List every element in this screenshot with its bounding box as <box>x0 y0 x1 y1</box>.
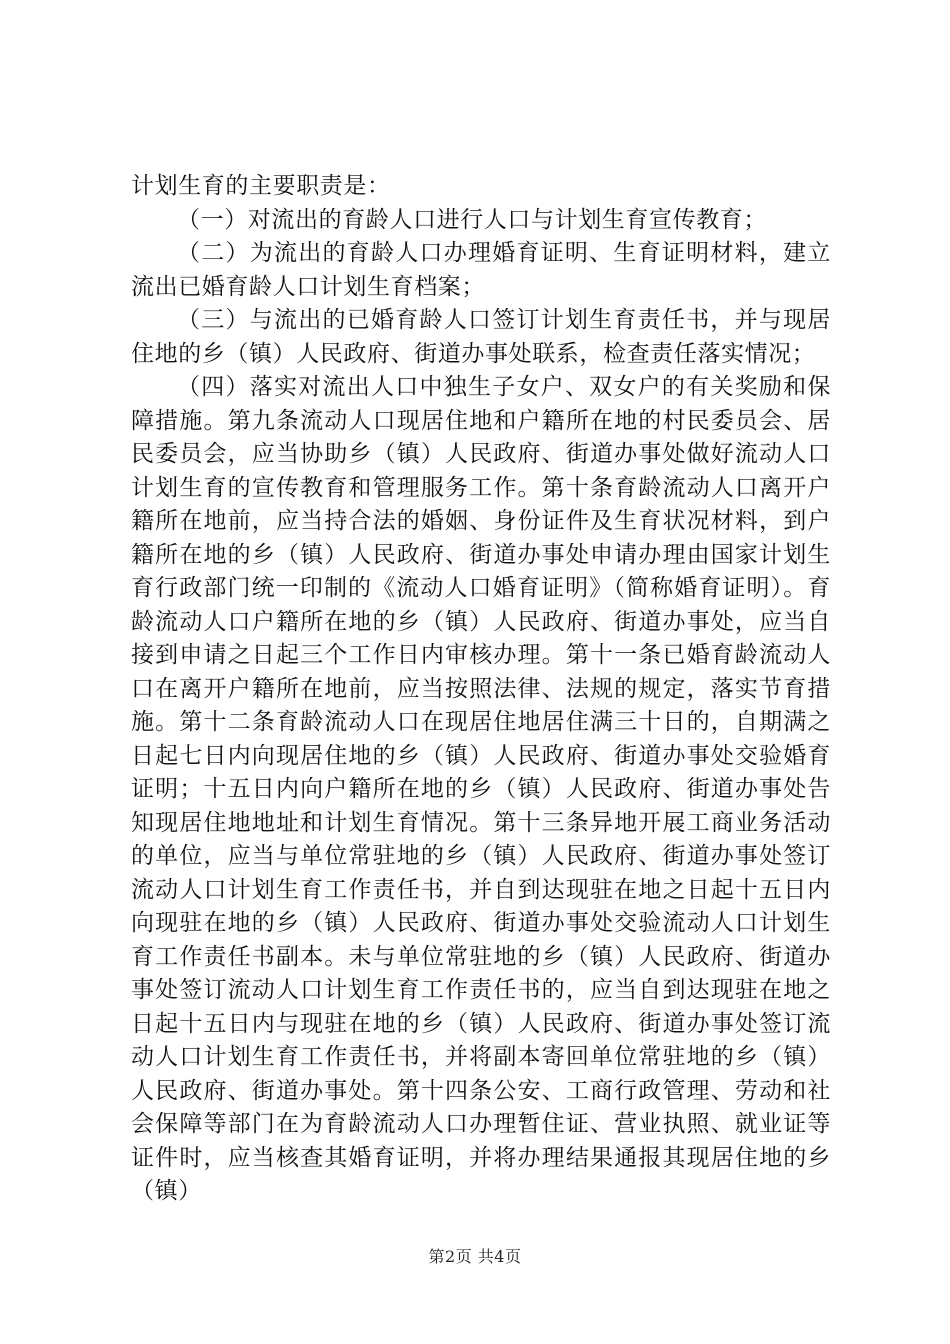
document-body <box>131 170 831 1209</box>
paragraph-intro: 计划生育的主要职责是： <box>131 173 391 199</box>
paragraph-item-4: （四）落实对流出人口中独生子女户、双女户的有关奖励和保障措施。第九条流动人口现居住地和户籍所在地的村民委员会、居民委员会，应当协助乡（镇）人民政府、街道办事处做好流动人口计划生育的宣传教育和管理服务工作。第十条育龄流动人口离开户籍所在地前，应当持合法的婚姻、身份证件及生育状况材料，到户籍所在地的乡（镇）人民政府、街道办事处申请办理由国家计划生育行政部门统一印制的《流动人口婚育证明》（简称婚育证明）。育龄流动人口户籍所在地的乡（镇）人民政府、街道办事处，应当自接到申请之日起三个工作日内审核办理。第十一条已婚育龄流动人口在离开户籍所在地前，应当按照法律、法规的规定，落实节育措施。第十二条育龄流动人口在现居住地居住满三十日的，自期满之日起七日内向现居住地的乡（镇）人民政府、街道办事处交验婚育证明；十五日内向户籍所在地的乡（镇）人民政府、街道办事处告知现居住地地址和计划生育情况。第十三条异地开展工商业务活动的单位，应当与单位常驻地的乡（镇）人民政府、街道办事处签订流动人口计划生育工作责任书，并自到达现驻在地之日起十五日内向现驻在地的乡（镇）人民政府、街道办事处交验流动人口计划生育工作责任书副本。未与单位常驻地的乡（镇）人民政府、街道办事处签订流动人口计划生育工作责任书的，应当自到达现驻在地之日起十五日内与现驻在地的乡（镇）人民政府、街道办事处签订流动人口计划生育工作责任书，并将副本寄回单位常驻地的乡（镇）人民政府、街道办事处。第十四条公安、工商行政管理、劳动和社会保障等部门在为育龄流动人口办理暂住证、营业执照、就业证等证件时，应当核查其婚育证明，并将办理结果通报其现居住地的乡（镇） <box>131 374 831 1204</box>
paragraph-item-3: （三）与流出的已婚育龄人口签订计划生育责任书，并与现居住地的乡（镇）人民政府、街道办事处联系，检查责任落实情况； <box>131 307 831 367</box>
page-number-footer: 第2页 共4页 <box>428 1247 522 1266</box>
paragraph-item-2: （二）为流出的育龄人口办理婚育证明、生育证明材料，建立流出已婚育龄人口计划生育档案； <box>131 240 831 300</box>
paragraph-item-1: （一）对流出的育龄人口进行人口与计划生育宣传教育； <box>177 206 767 233</box>
